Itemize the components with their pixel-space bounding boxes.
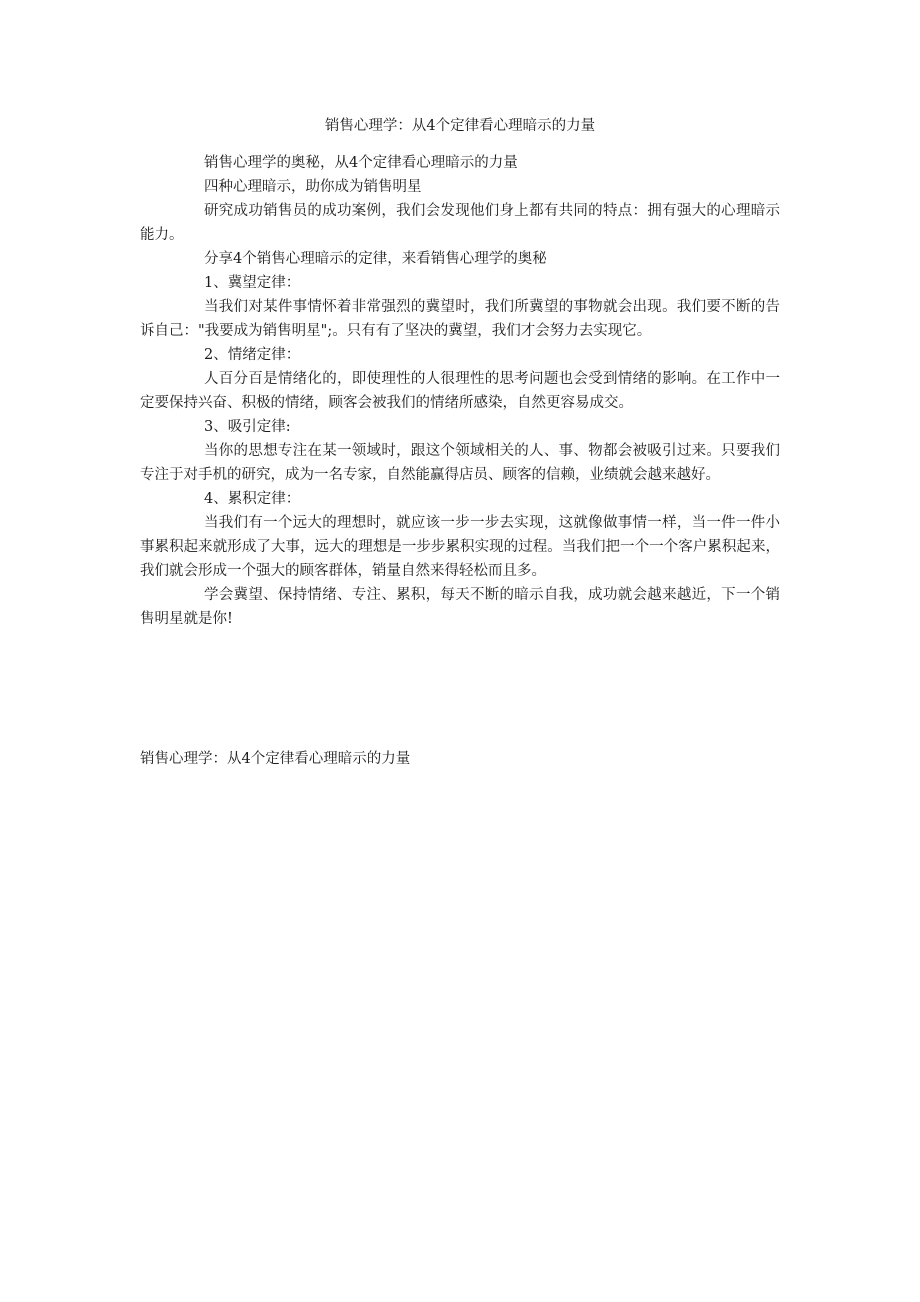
footer-title: 销售心理学：从4个定律看心理暗示的力量: [140, 751, 411, 767]
heading-law-4: 4、累积定律：: [204, 491, 301, 507]
document-body: [140, 151, 780, 631]
document-title: 销售心理学：从4个定律看心理暗示的力量: [324, 118, 596, 134]
heading-law-2: 2、情绪定律：: [204, 347, 301, 363]
paragraph-law-3: 当你的思想专注在某一领域时，跟这个领域相关的人、事、物都会被吸引过来。只要我们专注于对手机的研究，成为一名专家，自然能赢得店员、顾客的信赖，业绩就会越来越好。: [140, 443, 780, 483]
paragraph-tagline: 四种心理暗示，助你成为销售明星: [204, 179, 422, 195]
paragraph-conclusion: 学会冀望、保持情绪、专注、累积，每天不断的暗示自我，成功就会越来越近，下一个销售明星就是你!: [140, 587, 780, 627]
paragraph-law-4: 当我们有一个远大的理想时，就应该一步一步去实现，这就像做事情一样，当一件一件小事累积起来就形成了大事，远大的理想是一步步累积实现的过程。当我们把一个一个客户累积起来，我们就会形成一个强大的顾客群体，销量自然来得轻松而且多。: [140, 515, 780, 579]
paragraph-law-2: 人百分百是情绪化的，即使理性的人很理性的思考问题也会受到情绪的影响。在工作中一定要保持兴奋、积极的情绪，顾客会被我们的情绪所感染，自然更容易成交。: [140, 371, 780, 411]
paragraph-share: 分享4个销售心理暗示的定律，来看销售心理学的奥秘: [204, 251, 547, 267]
paragraph-intro: 研究成功销售员的成功案例，我们会发现他们身上都有共同的特点：拥有强大的心理暗示能力。: [140, 203, 780, 243]
heading-law-1: 1、冀望定律：: [204, 275, 301, 291]
heading-law-3: 3、吸引定律:: [204, 419, 291, 435]
paragraph-subtitle: 销售心理学的奥秘，从4个定律看心理暗示的力量: [204, 155, 518, 171]
paragraph-law-1: 当我们对某件事情怀着非常强烈的冀望时，我们所冀望的事物就会出现。我们要不断的告诉自己："我要成为销售明星";。只有有了坚决的冀望，我们才会努力去实现它。: [140, 299, 780, 339]
